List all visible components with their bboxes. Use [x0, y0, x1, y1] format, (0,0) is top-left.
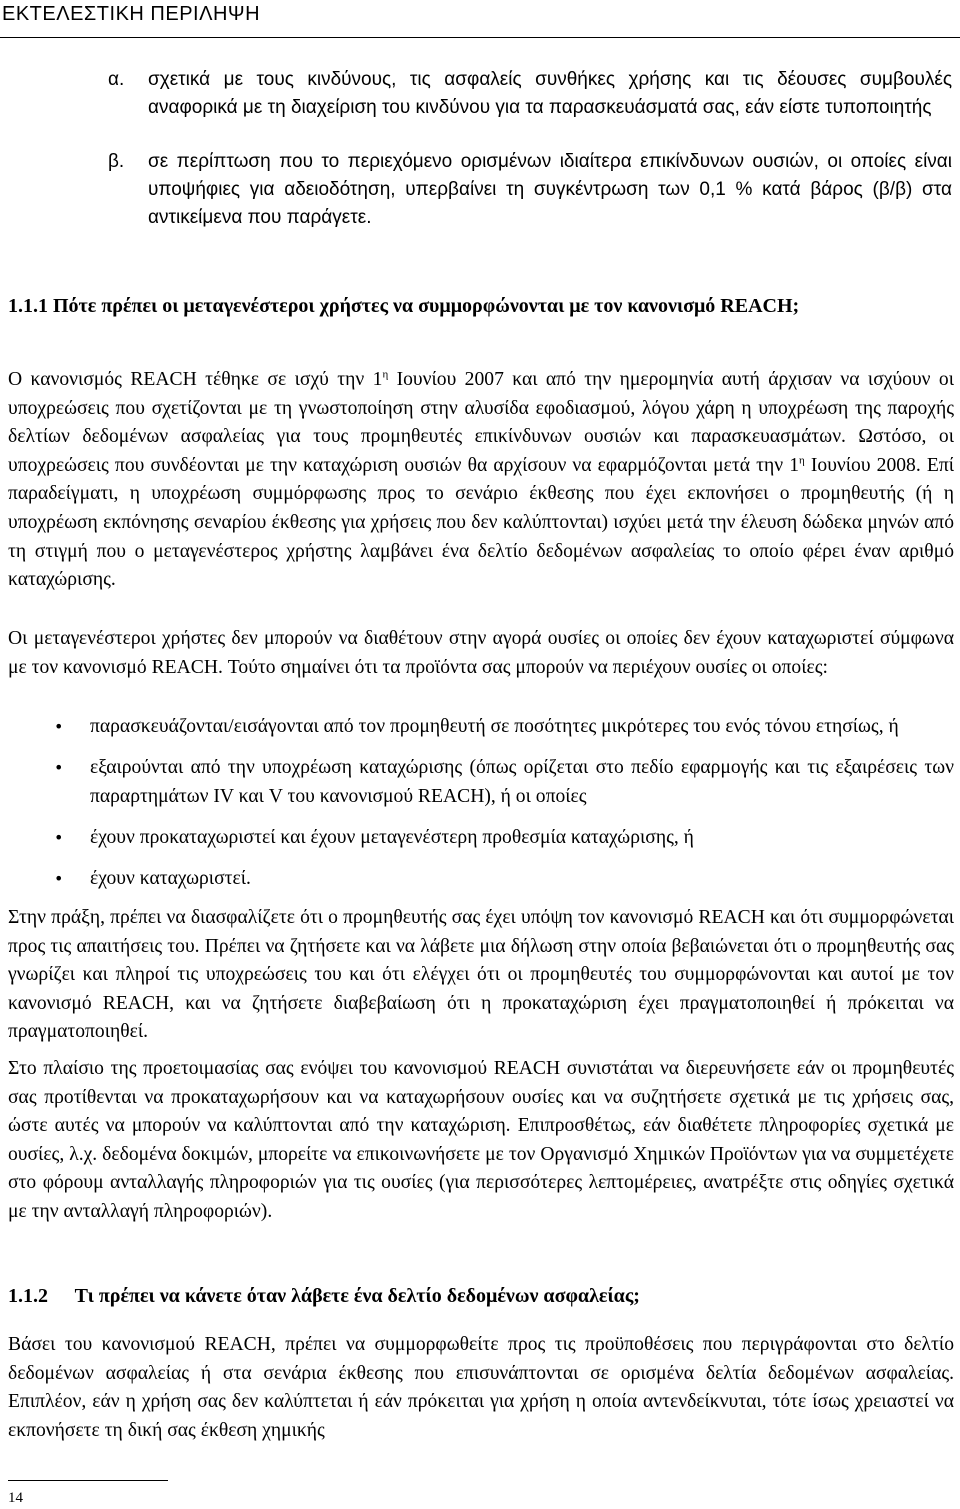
list-marker: β.	[108, 151, 125, 172]
bullet-item: • εξαιρούνται από την υποχρέωση καταχώρισης (όπως ορίζεται στο πεδίο εφαρμογής και τις εξαιρέσεις των παραρτημάτων IV και V του κανονισμού REACH), ή οι οποίες	[54, 753, 954, 811]
paragraph-1-part-c: Ιουνίου 2008. Επί παραδείγματι, η υποχρέωση συμμόρφωσης προς το σενάριο έκθεσης που έχει εκπονήσει ο προμηθευτής (ή η υποχρέωση εκπόνησης σεναρίου έκθεσης για χρήσεις που δεν καλύπτονται) ισχύει μετά την έλευση δώδεκα μηνών από τη στιγμή που ο μεταγενέστερος χρήστης λαμβάνει ένα δελτίο δεδομένων ασφαλείας το οποίο φέρει έναν αριθμό καταχώρισης.	[8, 454, 954, 591]
section-number: 1.1.1	[8, 295, 48, 317]
page-header-title: ΕΚΤΕΛΕΣΤΙΚΗ ΠΕΡΙΛΗΨΗ	[2, 3, 261, 25]
list-item-text: σε περίπτωση που το περιεχόμενο ορισμένων ιδιαίτερα επικίνδυνων ουσιών, οι οποίες είναι υποψήφιες για αδειοδότηση, υπερβαίνει τη συγκέντρωση των 0,1 % κατά βάρος (β/β) στα αντικείμενα που παράγετε.	[148, 151, 952, 228]
superscript-ordinal: η	[799, 454, 805, 467]
section-number: 1.1.2	[8, 1285, 48, 1307]
list-item-beta	[108, 148, 952, 232]
paragraph-1	[8, 366, 954, 595]
superscript-ordinal: η	[382, 368, 389, 381]
paragraph-1-part-b: Ιουνίου 2007 και από την ημερομηνία αυτή άρχισαν να ισχύουν οι υποχρεώσεις που σχετίζονται με τη γνωστοποίηση στην αλυσίδα εφοδιασμού, λόγου χάρη η υποχρέωση της παροχής δελτίων δεδομένων ασφαλείας για τους προμηθευτές επικίνδυνων ουσιών και παρασκευασμάτων. Ωστόσο, οι υποχρεώσεις που συνδέονται με την καταχώριση ουσιών θα αρχίσουν να εφαρμόζονται μετά την 1	[8, 369, 954, 476]
paragraph-4: Στο πλαίσιο της προετοιμασίας σας ενόψει του κανονισμού REACH συνιστάται να διερευνήσετε εάν οι προμηθευτές σας προτίθενται να προκαταχωρήσουν και να καταχωρήσουν ουσίες και να συζητήσετε σχετικά με τις χρήσεις σας, ώστε αυτές να μπορούν να καλύπτονται από την καταχώριση. Επιπροσθέτως, εάν διαθέτετε πληροφορίες σχετικά με ουσίες, λ.χ. δεδομένα δοκιμών, μπορείτε να επικοινωνήσετε με τον Οργανισμό Χημικών Προϊόντων για να συμμετέχετε στο φόρουμ ανταλλαγής πληροφοριών για τις ουσίες (για περισσότερες λεπτομέρειες, ανατρέξτε στις οδηγίες σχετικά με την ανταλλαγή πληροφοριών).	[8, 1058, 954, 1222]
paragraph-3: Στην πράξη, πρέπει να διασφαλίζετε ότι ο προμηθευτής σας έχει υπόψη τον κανονισμό REACH και ότι συμμορφώνεται προς τις απαιτήσεις του. Πρέπει να ζητήσετε και να λάβετε μια δήλωση στην οποία βεβαιώνεται ότι ο προμηθευτής σας γνωρίζει και πληροί τις υποχρεώσεις του και ότι ελέγχει ότι οι προμηθευτές του συμμορφώνονται και αυτοί με τον κανονισμό REACH, και να ζητήσετε διαβεβαίωση ότι η προκαταχώριση έχει πραγματοποιηθεί ή πρόκειται να πραγματοποιηθεί.	[8, 907, 954, 1043]
paragraph-2: Οι μεταγενέστεροι χρήστες δεν μπορούν να διαθέτουν στην αγορά ουσίες οι οποίες δεν έχουν καταχωριστεί σύμφωνα με τον κανονισμό REACH. Τούτο σημαίνει ότι τα προϊόντα σας μπορούν να περιέχουν ουσίες οι οποίες:	[8, 628, 954, 678]
list-item-text: σχετικά με τους κινδύνους, τις ασφαλείς συνθήκες χρήσης και τις δέουσες συμβουλές αναφορικά με τη διαχείριση του κινδύνου για τα παρασκευάσματά σας, εάν είστε τυποποιητής	[148, 69, 952, 118]
section-title: Πότε πρέπει οι μεταγενέστεροι χρήστες να συμμορφώνονται με τον κανονισμό REACH;	[53, 295, 800, 317]
header-divider	[0, 37, 960, 38]
paragraph-1-part-a: Ο κανονισμός REACH τέθηκε σε ισχύ την 1	[8, 369, 383, 390]
section-title: Τι πρέπει να κάνετε όταν λάβετε ένα δελτίο δεδομένων ασφαλείας;	[74, 1285, 640, 1307]
list-marker: α.	[108, 69, 125, 90]
section-heading-1-1-2	[8, 1282, 954, 1311]
list-item-alpha	[108, 66, 952, 122]
page-number: 14	[8, 1490, 23, 1506]
bullet-item: • παρασκευάζονται/εισάγονται από τον προμηθευτή σε ποσότητες μικρότερες του ενός τόνου ετησίως, ή	[54, 712, 954, 741]
section-heading-1-1-1	[8, 292, 954, 321]
bullet-item: • έχουν καταχωριστεί.	[54, 864, 954, 893]
footer-divider	[8, 1480, 168, 1481]
bullet-item: • έχουν προκαταχωριστεί και έχουν μεταγενέστερη προθεσμία καταχώρισης, ή	[54, 823, 954, 852]
paragraph-5: Βάσει του κανονισμού REACH, πρέπει να συμμορφωθείτε προς τις προϋποθέσεις που περιγράφονται στο δελτίο δεδομένων ασφαλείας ή στα σενάρια έκθεσης που επισυνάπτονται σε ορισμένα δελτία δεδομένων ασφαλείας. Επιπλέον, εάν η χρήση σας δεν καλύπτεται ή εάν πρόκειται για χρήση η οποία αντενδείκνυται, τότε ίσως χρειαστεί να εκπονήσετε τη δική σας έκθεση χημικής	[8, 1334, 954, 1441]
bullet-list	[54, 712, 954, 905]
